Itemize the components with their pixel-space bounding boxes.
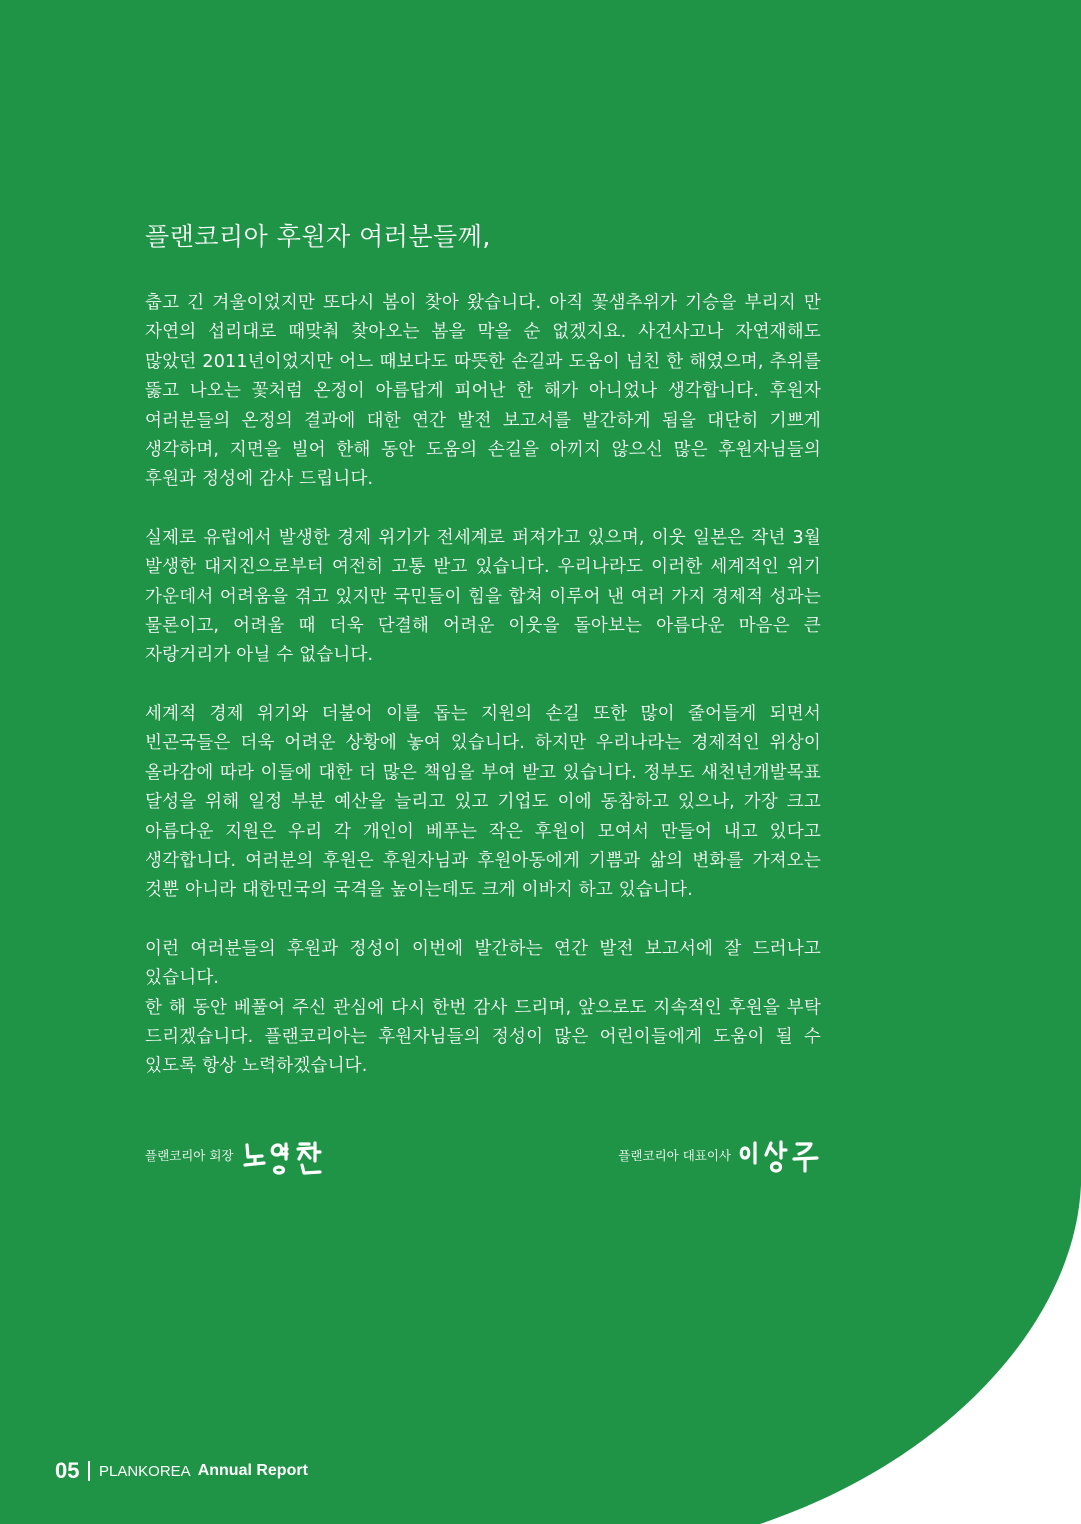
signature-chairman [145,1130,334,1180]
signature-block [145,1130,821,1180]
letter-paragraph-5: 한 해 동안 베풀어 주신 관심에 다시 한번 감사 드리며, 앞으로도 지속적인 후원을 부탁 드리겠습니다. 플랜코리아는 후원자님들의 정성이 많은 어린이들에게 도움이 될 수 있도록 항상 노력하겠습니다. [145,997,821,1077]
letter-paragraph-3: 세계적 경제 위기와 더불어 이를 돕는 지원의 손길 또한 많이 줄어들게 되면서 빈곤국들은 더욱 어려운 상황에 놓여 있습니다. 하지만 우리나라는 경제적인 위상이 올라감에 따라 이들에 대한 더 많은 책임을 부여 받고 있습니다. 정부도 새천년개발목표 달성을 위해 일정 부분 예산을 늘리고 있고 기업도 이에 동참하고 있으나, 가장 크고 아름다운 지원은 우리 각 개인이 베푸는 작은 후원이 모여서 만들어 내고 있다고 생각합니다. 여러분의 후원은 후원자님과 후원아동에게 기쁨과 삶의 변화를 가져오는 것뿐 아니라 대한민국의 국격을 높이는데도 크게 이바지 하고 있습니다. [145,703,821,901]
footer-divider [88,1461,90,1481]
paragraph-gap [145,671,821,700]
page-footer [55,1456,308,1486]
paragraph-gap [145,906,821,935]
handwritten-signature [242,1135,334,1175]
footer-report-title: Annual Report [197,1462,308,1479]
signature-title: 플랜코리아 회장 [145,1148,234,1163]
letter-salutation: 플랜코리아 후원자 여러분들께, [145,222,491,251]
letter-paragraph-1: 춥고 긴 겨울이었지만 또다시 봄이 찾아 왔습니다. 아직 꽃샘추위가 기승을 부리지 만 자연의 섭리대로 때맞춰 찾아오는 봄을 막을 순 없겠지요. 사건사고나 자연재해도 많았던 2011년이었지만 어느 때보다도 따뜻한 손길과 도움이 넘친 한 해였으며, 추위를 뚫고 나오는 꽃처럼 온정이 아름답게 피어난 한 해가 아니었나 생각합니다. 후원자 여러분들의 온정의 결과에 대한 연간 발전 보고서를 발간하게 됨을 대단히 기쁘게 생각하며, 지면을 빌어 한해 동안 도움의 손길을 아끼지 않으신 많은 후원자님들의 후원과 정성에 감사 드립니다. [145,293,821,490]
signature-title: 플랜코리아 대표이사 [618,1148,731,1163]
letter-paragraph-4: 이런 여러분들의 후원과 정성이 이번에 발간하는 연간 발전 보고서에 잘 드러나고 있습니다. [145,938,821,989]
paragraph-gap [145,495,821,524]
footer-brand: PLANKOREA [98,1462,191,1480]
signature-ceo [618,1130,821,1180]
letter-paragraph-2: 실제로 유럽에서 발생한 경제 위기가 전세계로 퍼져가고 있으며, 이웃 일본은 작년 3월 발생한 대지진으로부터 여전히 고통 받고 있습니다. 우리나라도 이러한 세계적인 위기 가운데서 어려움을 겪고 있지만 국민들이 힘을 합쳐 이루어 낸 여러 가지 경제적 성과는 물론이고, 어려울 때 더욱 단결해 어려운 이웃을 돌아보는 아름다운 마음은 큰 자랑거리가 아닐 수 없습니다. [145,527,821,666]
letter-body [145,215,821,1082]
page-number: 05 [55,1458,80,1483]
handwritten-signature [739,1135,821,1175]
